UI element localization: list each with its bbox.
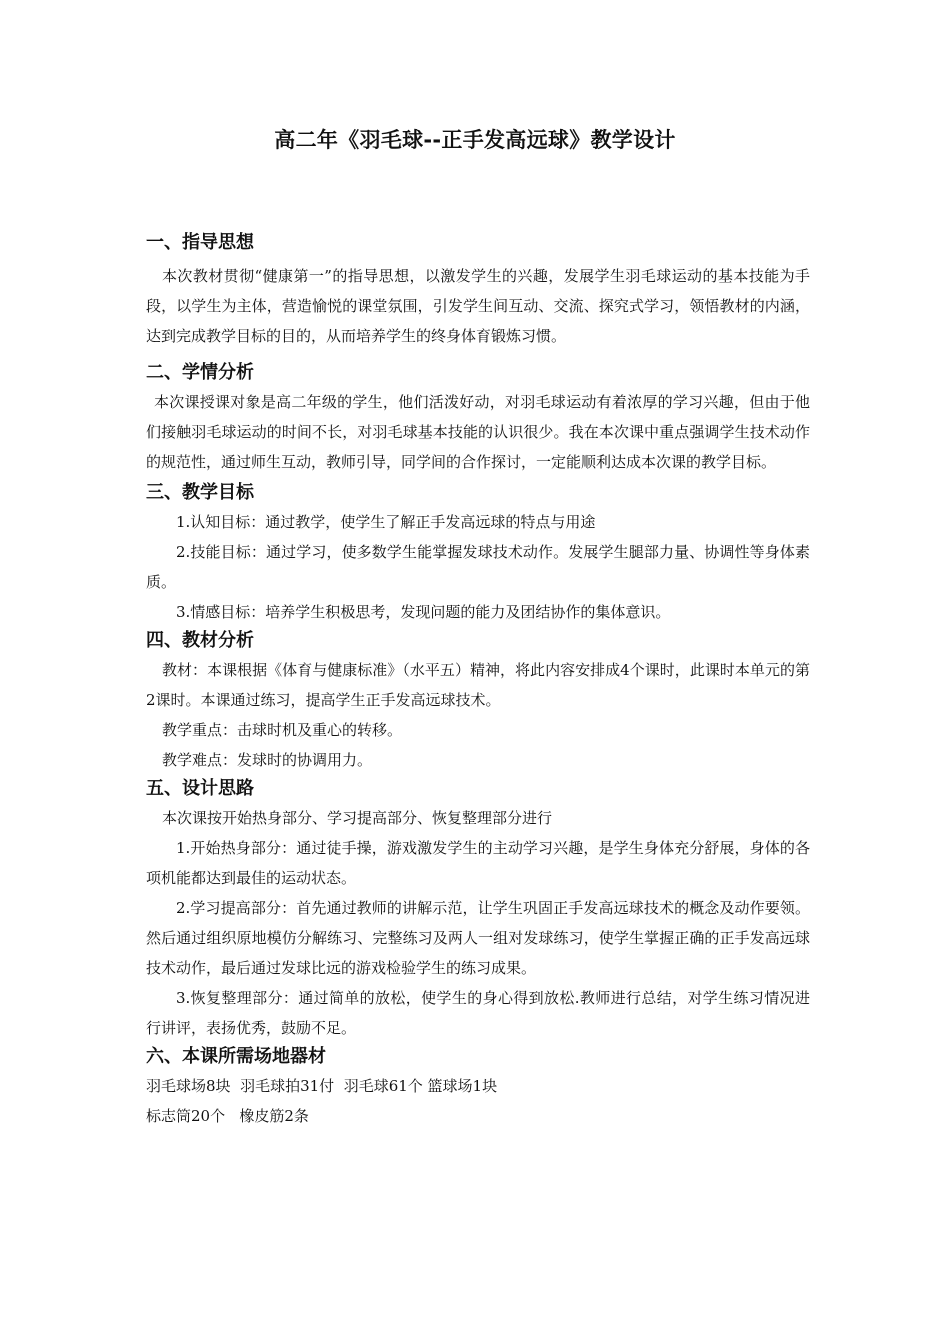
section-heading: 六、本课所需场地器材 <box>146 1046 326 1067</box>
section-paragraph: 本次课按开始热身部分、学习提高部分、恢复整理部分进行 <box>162 809 553 827</box>
section-heading: 二、学情分析 <box>146 362 254 383</box>
section-paragraph: 本次教材贯彻“健康第一”的指导思想，以激发学生的兴趣，发展学生羽毛球运动的基本技能为手段，以学生为主体，营造愉悦的课堂氛围，引发学生间互动、交流、探究式学习，领悟教材的内涵，达到完成教学目标的目的，从而培养学生的终身体育锻炼习惯。 <box>146 267 810 345</box>
section-paragraph: 1.认知目标：通过教学，使学生了解正手发高远球的特点与用途 <box>176 513 596 531</box>
section-paragraph: 2.学习提高部分：首先通过教师的讲解示范，让学生巩固正手发高远球技术的概念及动作要领。然后通过组织原地模仿分解练习、完整练习及两人一组对发球练习，使学生掌握正确的正手发高远球技术动作，最后通过发球比远的游戏检验学生的练习成果。 <box>146 899 810 977</box>
section-teaching-objectives <box>146 479 810 627</box>
section-heading: 五、设计思路 <box>146 778 254 799</box>
section-design-approach <box>146 775 810 1043</box>
equipment-line: 羽毛球场8块 羽毛球拍31付 羽毛球61个 篮球场1块 <box>146 1077 498 1095</box>
section-material-analysis <box>146 627 810 775</box>
section-paragraph: 3.恢复整理部分：通过简单的放松，使学生的身心得到放松.教师进行总结，对学生练习情况进行讲评，表扬优秀，鼓励不足。 <box>146 989 810 1037</box>
document-body <box>146 229 810 1131</box>
section-paragraph: 3.情感目标：培养学生积极思考，发现问题的能力及团结协作的集体意识。 <box>176 603 671 621</box>
section-student-analysis <box>146 359 810 477</box>
section-heading: 三、教学目标 <box>146 482 254 503</box>
section-paragraph: 本次课授课对象是高二年级的学生，他们活泼好动，对羽毛球运动有着浓厚的学习兴趣，但由于他们接触羽毛球运动的时间不长，对羽毛球基本技能的认识很少。我在本次课中重点强调学生技术动作的规范性，通过师生互动，教师引导，同学间的合作探讨，一定能顺利达成本次课的教学目标。 <box>146 393 810 471</box>
section-paragraph: 教学重点：击球时机及重心的转移。 <box>162 721 403 739</box>
equipment-line: 标志筒20个 橡皮筋2条 <box>146 1107 309 1125</box>
section-paragraph: 教学难点：发球时的协调用力。 <box>162 751 373 769</box>
section-heading: 四、教材分析 <box>146 630 254 651</box>
section-heading: 一、指导思想 <box>146 232 254 253</box>
section-guiding-thought <box>146 229 810 351</box>
section-venue-equipment <box>146 1043 810 1131</box>
section-paragraph: 教材：本课根据《体育与健康标准》（水平五）精神，将此内容安排成4个课时，此课时本单元的第2课时。本课通过练习，提高学生正手发高远球技术。 <box>146 661 810 709</box>
section-paragraph: 2.技能目标：通过学习，使多数学生能掌握发球技术动作。发展学生腿部力量、协调性等身体素质。 <box>146 543 810 591</box>
document-title: 高二年《羽毛球--正手发高远球》教学设计 <box>274 128 676 152</box>
section-paragraph: 1.开始热身部分：通过徒手操，游戏激发学生的主动学习兴趣，是学生身体充分舒展，身体的各项机能都达到最佳的运动状态。 <box>146 839 810 887</box>
